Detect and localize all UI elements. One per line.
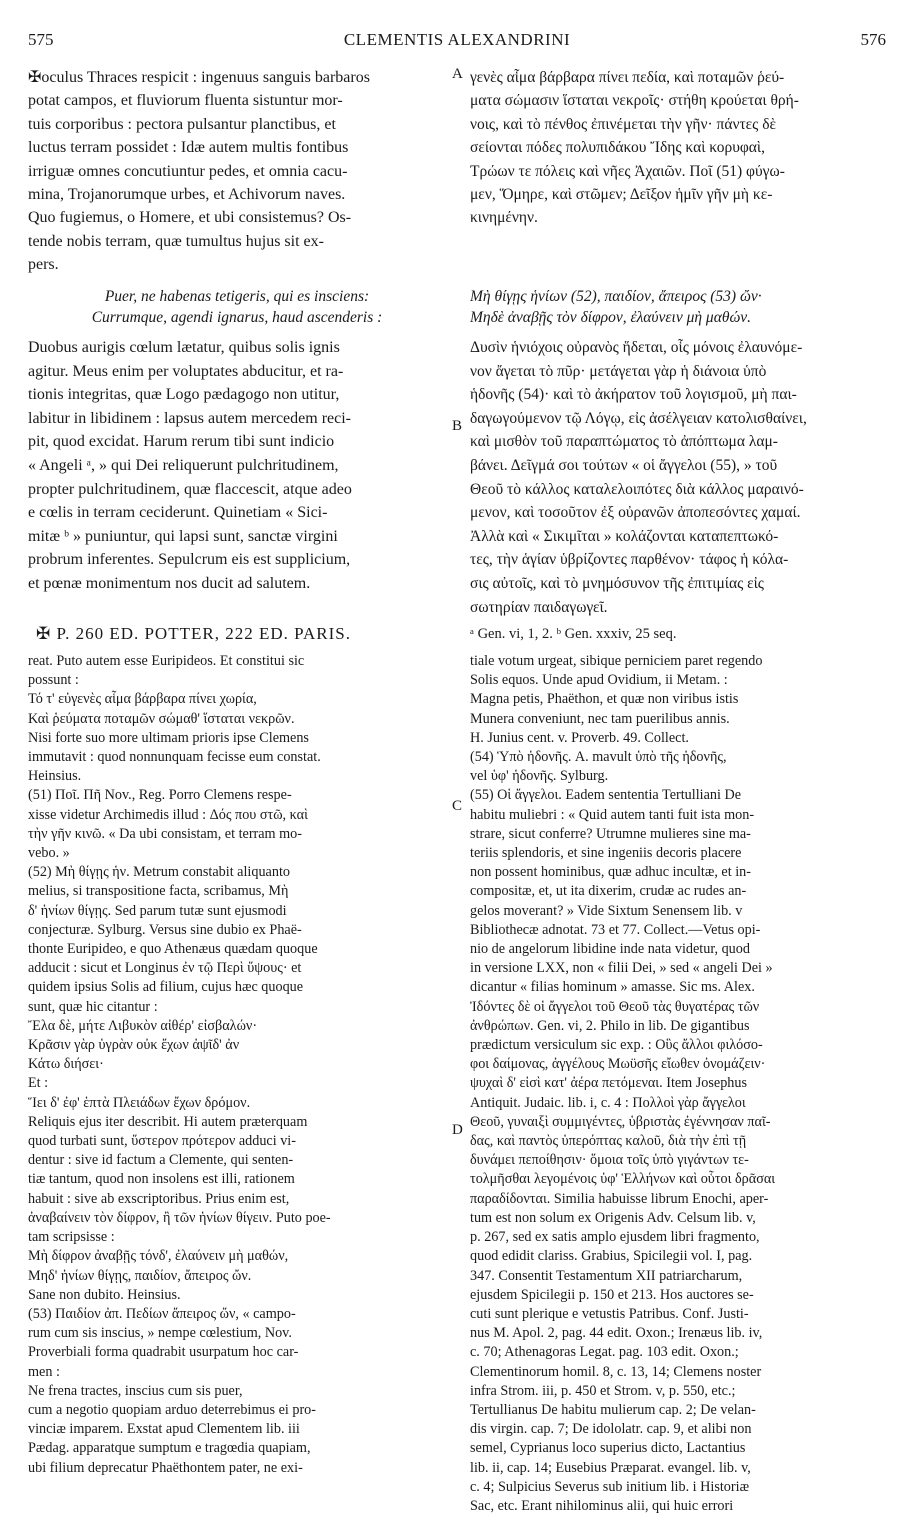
page-number-right: 576 [860, 30, 886, 49]
greek-text-top [470, 66, 882, 230]
greek-paragraph-lower: Δυσὶν ἡνιόχοις οὐρανὸς ἥδεται, οἷς μόνοις ἐλαυνόμε- νον ἄγεται τὸ πῦρ· μετάγεται γὰρ ἡ διάνοια ὑπὸ ἡδονῆς (54)· καὶ τὸ ἀκήρατον τοῦ λογισμοῦ, μὴ παι- δαγωγούμενον τῷ Λόγῳ, εἰς ἀσέλγειαν κατολισθαίνει, καὶ μισθὸν τοῦ παραπτώματος τὸ ἀπόπτωμα λαμ- βάνει. Δεῖγμά σοι τούτων « οἱ ἄγγελοι (55), » τοῦ Θεοῦ τὸ κάλλος καταλελοιπότες διὰ κάλλος μαραινό- μενον, καὶ τοσοῦτον ἐξ οὐρανῶν ἀποπεσόντες χαμαί. Ἀλλὰ καὶ « Σικιμῖται » κολάζονται καταπεπτωκό- τες, τὴν ἁγίαν ὑβρίζοντες παρθένον· τάφος ἡ κόλα- σις αὐτοῖς, καὶ τὸ μνημόσυνον τῆς ἐπιτιμίας εἰς σωτηρίαν παιδαγωγεῖ. [470, 339, 807, 616]
notes-text-right: tiale votum urgeat, sibique perniciem paret regendo Solis equos. Unde apud Ovidium, ii Metam. : Magna petis, Phaëthon, et quæ non viribus istis Munera conveniunt, nec tam puerilibus annis. H. Junius cent. v. Proverb. 49. Collect. (54) Ὑπὸ ἡδονῆς. A. mavult ὑπὸ τῆς ἡδονῆς, vel ὑφ' ἡδονῆς. Sylburg. (55) Οἱ ἄγγελοι. Eadem sententia Tertulliani De habitu muliebri : « Quid autem tanti fuit ista mon- strare, sicut conferre? Utrumne mulieres sine ma- teriis splendoris, et sine ingeniis decoris placere non possent hominibus, quæ adhuc incultæ, et in- compositæ, et, ut ita dixerim, crudæ ac rudes an- gelos moverant? » Vide Sixtum Senensem lib. v Bibliothecæ adnotat. 73 et 77. Collect.—Vetus opi- nio de angelorum libidine inde nata videtur, quod in versione LXX, non « filii Dei, » sed « angeli Dei » dicantur « filias hominum » amasse. Sic ms. Alex. Ἰδόντες δὲ οἱ ἄγγελοι τοῦ Θεοῦ τὰς θυγατέρας τῶν ἀνθρώπων. Gen. vi, 2. Philo in lib. De gigantibus prædictum versiculum sic exp. : Οὓς ἄλλοι φιλόσο- φοι δαίμονας, ἀγγέλους Μωϋσῆς εἴωθεν ὀνομάζειν· ψυχαὶ δ' εἰσὶ κατ' ἀέρα πετόμεναι. Item Josephus Antiquit. Judaic. lib. i, c. 4 : Πολλοὶ γὰρ ἄγγελοι Θεοῦ, γυναιξὶ συμμιγέντες, ὑβριστὰς ἐγέννησαν παῖ- δας, καὶ παντὸς ὑπερόπτας καλοῦ, διὰ τὴν ἐπὶ τῇ δυνάμει πεποίθησιν· ὅμοια τοῖς ὑπὸ γιγάντων τε- τολμῆσθαι λεγομένοις ὑφ' Ἑλλήνων καὶ οὗτοι δρᾶσαι παραδίδονται. Similia habuisse librum Enochi, aper- tum est non solum ex Origenis Adv. Celsum lib. v, p. 267, sed ex satis amplo ejusdem libri fragmento, quod edidit clariss. Grabius, Spicilegii vol. I, pag. 347. Consentit Testamentum XII patriarcharum, ejusdem Spicilegii p. 150 et 213. Hos auctores se- cuti sunt plerique e vetustis Patribus. Conf. Justi- nus M. Apol. 2, pag. 44 edit. Oxon.; Irenæus lib. iv, c. 70; Athenagoras Legat. pag. 103 edit. Oxon.; Clementinorum homil. 8, c. 13, 14; Clemens noster infra Strom. iii, p. 450 et Strom. v, p. 550, etc.; Tertullianus De habitu mulierum cap. 2; De velan- dis virgin. cap. 7; De idololatr. cap. 9, et alibi non semel, Cyprianus loco superius dicto, Lactantius lib. ii, cap. 14; Eusebius Præparat. evangel. lib. v, c. 4; Sulpicius Severus sub initium lib. i Historiæ Sac, etc. Erant nihilominus alii, qui huic errori [470, 653, 776, 1514]
edition-marker-heading: ✠ P. 260 ED. POTTER, 222 ED. PARIS. [36, 624, 351, 643]
running-title: CLEMENTIS ALEXANDRINI [343, 30, 571, 49]
greek-paragraph-top: γενὲς αἷμα βάρβαρα πίνει πεδία, καὶ ποταμῶν ῥεύ- ματα σώμασιν ἵσταται νεκροῖς· στήθη κρούεται θρή- νοις, καὶ τὸ πένθος ἐπινέμεται τὴν γῆν· πάντες δὲ σείονται πόδες πολυπιδάκου Ἴδης καὶ κορυφαὶ, Τρώων τε πόλεις καὶ νῆες Ἀχαιῶν. Ποῖ (51) φύγω- μεν, Ὅμηρε, καὶ στῶμεν; Δεῖξον ἡμῖν γῆν μὴ κε- κινημένην. [470, 69, 799, 227]
margin-letter-b: B [452, 418, 463, 434]
notes-text-left: reat. Puto autem esse Euripideos. Et constitui sic possunt : Τό τ' εὐγενὲς αἷμα βάρβαρα πίνει χωρία, Καὶ ῥεύματα ποταμῶν σώμαθ' ἵσταται νεκρῶν. Nisi forte suo more ultimam prioris ipse Clemens immutavit : quod nonnunquam fecisse eum constat. Heinsius. (51) Ποῖ. Πῆ Nov., Reg. Porro Clemens respe- xisse videtur Archimedis illud : Δός που στῶ, καὶ τὴν γῆν κινῶ. « Da ubi consistam, et terram mo- vebo. » (52) Μὴ θίγῃς ἡν. Metrum constabit aliquanto melius, si transpositione facta, scribamus, Μὴ δ' ἡνίων θίγῃς. Sed parum tutæ sunt ejusmodi conjecturæ. Sylburg. Versus sine dubio ex Phaë- thonte Euripideo, e quo Athenæus quædam quoque adducit : sicut et Longinus ἐν τῷ Περὶ ὕψους· et quidem ipsius Solis ad filium, cujus hæc quoque sunt, quæ hic citantur : Ἔλα δὲ, μήτε Λιβυκὸν αἰθέρ' εἰσβαλών· Κρᾶσιν γὰρ ὑγρὰν οὐκ ἔχων ἀψῖδ' ἀν Κάτω διήσει· Et : Ἵει δ' ἐφ' ἑπτὰ Πλειάδων ἔχων δρόμον. Reliquis ejus iter describit. Hi autem præterquam quod turbati sunt, ὕστερον πρότερον adduci vi- dentur : sive id factum a Clemente, qui senten- tiæ tantum, quod non insolens est illi, rationem habuit : sive ab exscriptoribus. Prius enim est, ἀναβαίνειν τὸν δίφρον, ἢ τῶν ἡνίων θίγειν. Puto poe- tam scripsisse : Μὴ δίφρον ἀναβῇς τόνδ', ἐλαύνειν μὴ μαθών, Μηδ' ἡνίων θίγῃς, παιδίον, ἄπειρος ὤν. Sane non dubito. Heinsius. (53) Παιδίον ἀπ. Πεδίων ἄπειρος ὤν, « campo- rum cum sis inscius, » nempe cœlestium, Nov. Proverbiali forma quadrabit usurpatum hoc car- men : Ne frena tractes, inscius cum sis puer, cum a negotio quopiam arduo deterrebimus ei pro- vinciæ imparem. Exstat apud Clementem lib. iii Pædag. apparatque sumptum e tragœdia quapiam, ubi filium deprecatur Phaëthontem pater, ne exi- [28, 653, 331, 1476]
scripture-footnotes [470, 624, 882, 644]
greek-verse-lines: Μὴ θίγῃς ἡνίων (52), παιδίον, ἄπειρος (53) ὤν· Μηδὲ ἀναβῇς τὸν δίφρον, ἐλαύνειν μὴ μαθών. [470, 288, 762, 326]
latin-verse [28, 286, 446, 328]
latin-paragraph-top: ✠oculus Thraces respicit : ingenuus sanguis barbaros potat campos, et fluviorum fluenta sistuntur mor- tuis corporibus : pectora pulsantur planctibus, et luctus terram possidet : Idæ autem multis fontibus irriguæ omnes concutiuntur pedes, et omnia cacu- mina, Trojanorumque urbes, et Achivorum naves. Quo fugiemus, o Homere, et ubi consistemus? Os- tende nobis terram, quæ tumultus hujus sit ex- pers. [28, 69, 370, 274]
latin-text-top [28, 66, 446, 277]
margin-letter-d: D [452, 1122, 463, 1138]
margin-letter-a: A [452, 66, 463, 82]
greek-text-lower [470, 336, 882, 619]
latin-verse-lines: Puer, ne habenas tetigeris, qui es insciens: Currumque, agendi ignarus, haud ascenderis : [91, 288, 383, 326]
greek-verse [470, 286, 882, 328]
latin-text-lower [28, 336, 446, 596]
notes-column-left [28, 652, 446, 1478]
page-header [28, 30, 886, 58]
margin-letter-c: C [452, 798, 463, 814]
page-number-left: 575 [28, 30, 54, 49]
notes-column-right [470, 652, 882, 1516]
scripture-footnote-line: ᵃ Gen. vi, 1, 2. ᵇ Gen. xxxiv, 25 seq. [470, 626, 677, 642]
latin-paragraph-lower: Duobus aurigis cœlum lætatur, quibus solis ignis agitur. Meus enim per voluptates abducitur, et ra- tionis integritas, quæ Logo pædagogo non utitur, labitur in libidinem : lapsus autem mercedem reci- pit, quod excidat. Harum rerum tibi sunt indicio « Angeli ᵃ, » qui Dei reliquerunt pulchritudinem, propter pulchritudinem, quæ flaccescit, atque adeo e cœlis in terram ceciderunt. Quinetiam « Sici- mitæ ᵇ » puniuntur, qui lapsi sunt, sanctæ virgini probrum inferentes. Sepulcrum eis est supplicium, et pœnæ monimentum nos ducit ad salutem. [28, 339, 352, 592]
